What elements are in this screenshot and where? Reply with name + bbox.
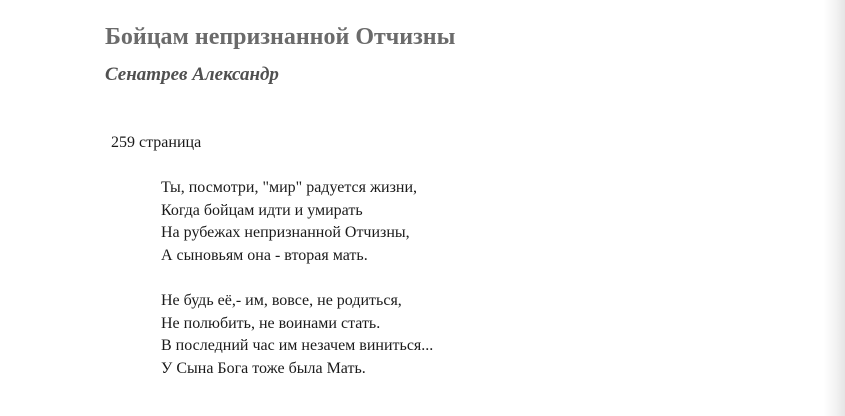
poem-line: Когда бойцам идти и умирать <box>161 201 363 219</box>
page-number-label: 259 страница <box>111 134 202 151</box>
stanza-1 <box>161 177 433 267</box>
stanza-2 <box>161 290 433 380</box>
poem-line: На рубежах непризнанной Отчизны, <box>161 224 410 241</box>
poem-line: Не полюбить, не воинами стать. <box>161 314 381 332</box>
poem-line: Не будь её,- им, вовсе, не родиться, <box>161 292 402 309</box>
poem-line: А сыновьям она - вторая мать. <box>161 246 368 264</box>
poem-title: Бойцам непризнанной Отчизны <box>105 24 456 50</box>
poem-body <box>161 177 433 403</box>
page-edge-shadow <box>823 0 845 416</box>
poem-line: У Сына Бога тоже была Мать. <box>161 359 366 377</box>
poem-line: В последний час им незачем виниться... <box>161 337 434 354</box>
poem-line: Ты, посмотри, "мир" радуется жизни, <box>161 179 418 196</box>
poem-author: Сенатрев Александр <box>105 64 279 85</box>
